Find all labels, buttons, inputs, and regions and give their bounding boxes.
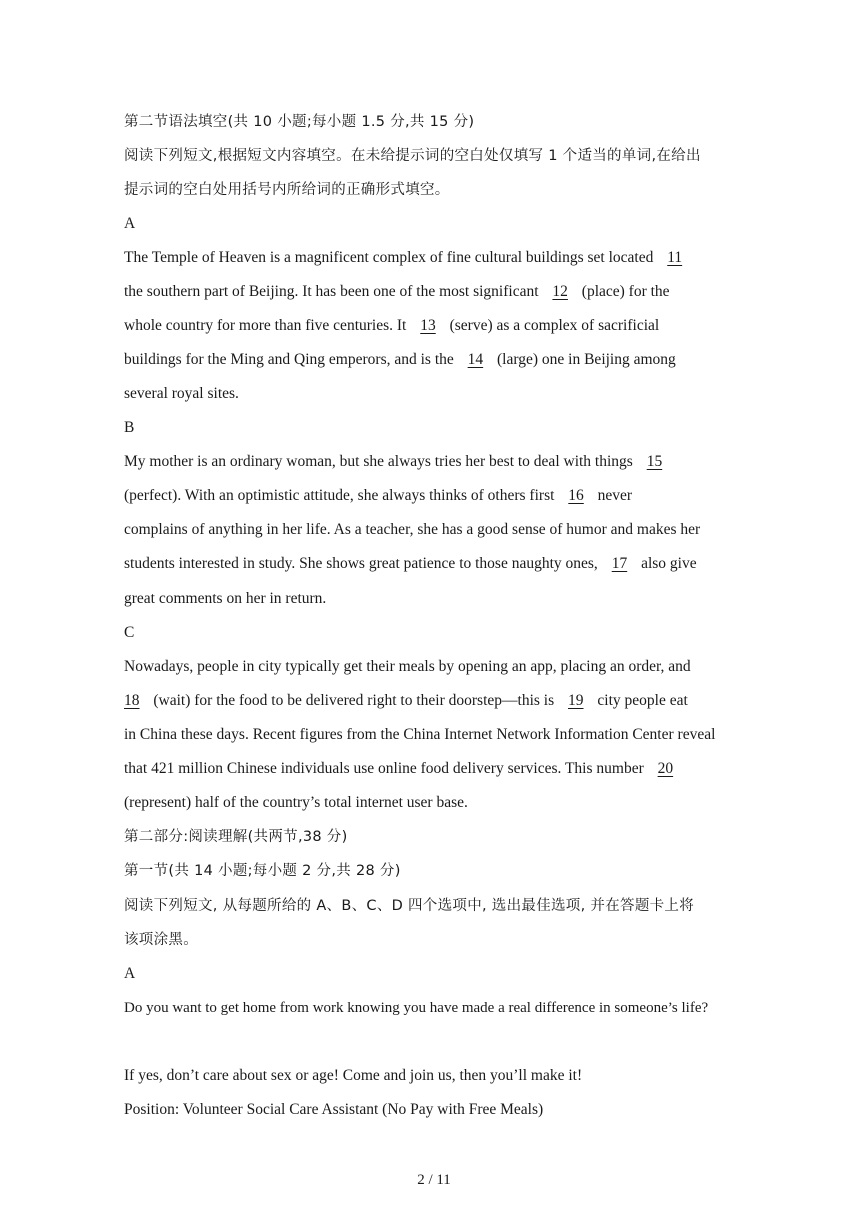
page-number: 2 / 11 (417, 1172, 451, 1188)
blank-15: 15 (646, 453, 663, 470)
blank-11: 11 (667, 249, 683, 266)
blank-12: 12 (552, 283, 568, 300)
passage-text: (serve) as a complex of sacrificial (449, 317, 660, 334)
blank-18: 18 (124, 692, 140, 709)
passage-a-line5: several royal sites. (124, 385, 239, 402)
blank-19: 19 (568, 692, 584, 709)
blank-20: 20 (657, 760, 674, 777)
passage-b-label: B (124, 419, 135, 436)
reading-instructions-line2: 该项涂黑。 (124, 932, 198, 948)
section2-title: 第二节语法填空(共 10 小题;每小题 1.5 分,共 15 分) (124, 114, 475, 130)
passage-b-line1 (124, 452, 672, 472)
passage-a-label: A (124, 215, 136, 232)
passage-text: the southern part of Beijing. It has been one of the most significant (124, 283, 539, 300)
passage-text: The Temple of Heaven is a magnificent complex of fine cultural buildings set located (124, 249, 654, 266)
passage-b-line4 (124, 554, 697, 574)
passage-c-line4 (124, 759, 683, 779)
section1-title: 第一节(共 14 小题;每小题 2 分,共 28 分) (124, 863, 401, 879)
part2-title: 第二部分:阅读理解(共两节,38 分) (124, 829, 348, 845)
passage-text: (wait) for the food to be delivered right to their doorstep—this is (153, 692, 555, 709)
passage-b-line3: complains of anything in her life. As a teacher, she has a good sense of humor and makes her (124, 521, 701, 538)
passage-c-label: C (124, 624, 135, 641)
passage-text: (perfect). With an optimistic attitude, she always thinks of others first (124, 487, 555, 504)
passage-text: students interested in study. She shows great patience to those naughty ones, (124, 555, 598, 572)
blank-14: 14 (467, 351, 484, 368)
passage-c-line5: (represent) half of the country’s total internet user base. (124, 794, 468, 811)
reading-a-question: Do you want to get home from work knowing you have made a real difference in someone’s life? (124, 1000, 709, 1016)
passage-c-line3: in China these days. Recent figures from the China Internet Network Information Center reveal (124, 726, 716, 743)
passage-a-line2 (124, 282, 670, 302)
instructions-line2: 提示词的空白处用括号内所给词的正确形式填空。 (124, 182, 450, 198)
passage-text: Nowadays, people in city typically get their meals by opening an app, placing an order, and (124, 658, 691, 675)
reading-a-invite: If yes, don’t care about sex or age! Come and join us, then you’ll make it! (124, 1067, 583, 1084)
passage-a-line4 (124, 350, 676, 370)
passage-text: (place) for the (581, 283, 670, 300)
passage-text: whole country for more than five centuries. It (124, 317, 407, 334)
passage-c-line1 (124, 657, 711, 677)
passage-c-line2 (124, 691, 688, 711)
passage-text: (large) one in Beijing among (497, 351, 676, 368)
passage-text: that 421 million Chinese individuals use online food delivery services. This number (124, 760, 644, 777)
blank-13: 13 (420, 317, 436, 334)
blank-16: 16 (568, 487, 584, 504)
passage-a-line1 (124, 248, 692, 268)
passage-a-line3 (124, 316, 659, 336)
passage-text: My mother is an ordinary woman, but she always tries her best to deal with things (124, 453, 633, 470)
passage-text: never (597, 487, 633, 504)
reading-instructions-line1: 阅读下列短文, 从每题所给的 A、B、C、D 四个选项中, 选出最佳选项, 并在答题卡上将 (124, 898, 695, 914)
reading-a-label: A (124, 965, 136, 982)
passage-b-line5: great comments on her in return. (124, 590, 327, 607)
passage-text: buildings for the Ming and Qing emperors, and is the (124, 351, 454, 368)
passage-b-line2 (124, 486, 632, 506)
instructions-line1: 阅读下列短文,根据短文内容填空。在未给提示词的空白处仅填写 1 个适当的单词,在给出 (124, 148, 701, 164)
reading-a-position: Position: Volunteer Social Care Assistant (No Pay with Free Meals) (124, 1101, 544, 1118)
passage-text: also give (641, 555, 697, 572)
passage-text: city people eat (597, 692, 688, 709)
blank-17: 17 (611, 555, 628, 572)
